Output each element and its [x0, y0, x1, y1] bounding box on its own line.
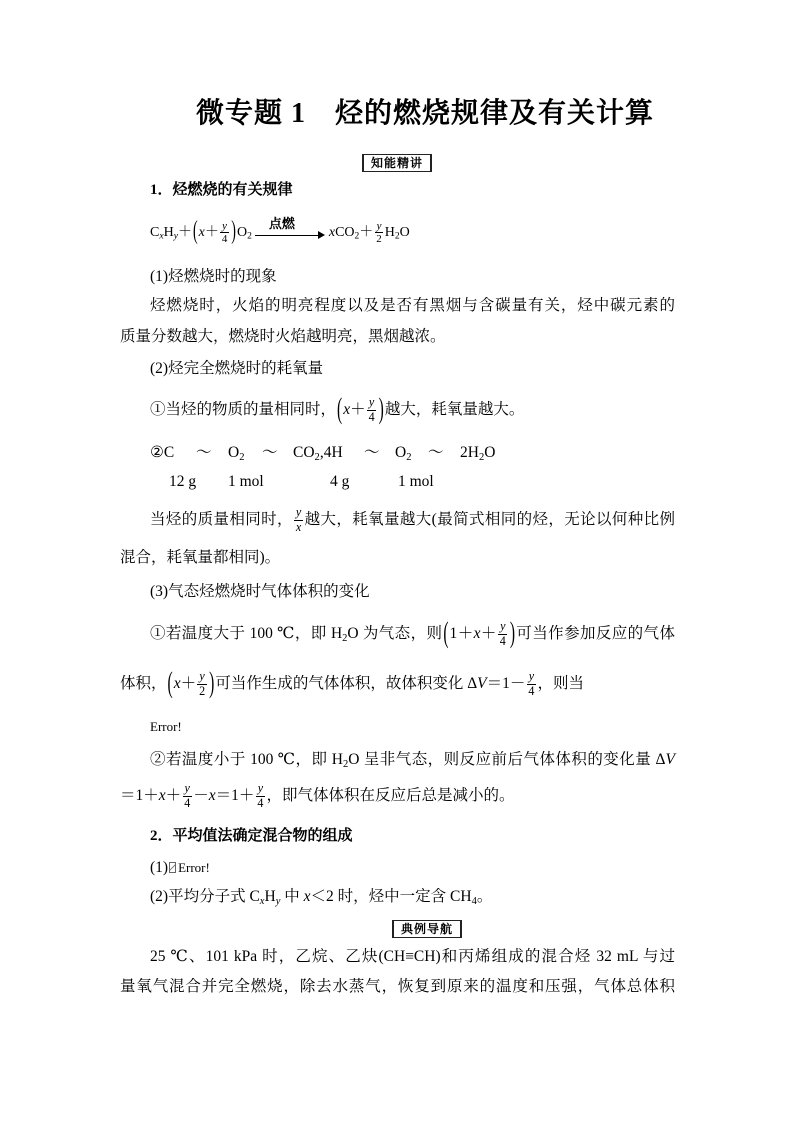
plus-sign: ＋: [238, 787, 255, 804]
section-tag-knowledge: 知能精讲: [362, 154, 432, 172]
water-hydrogen-symbol: 2H: [460, 444, 479, 461]
below-100-rule-continued: [120, 778, 514, 814]
subscript-2: 2: [394, 231, 400, 242]
hydrogen-symbol: H: [264, 888, 276, 905]
subscript-4: 4: [471, 895, 477, 907]
tilde-sign: ～: [196, 444, 212, 461]
number-one: 1: [449, 625, 458, 642]
variable-x: x: [208, 787, 216, 804]
minus-sign: －: [193, 787, 209, 804]
subscript-2: 2: [406, 451, 412, 463]
paragraph-line: 烃燃烧时，火焰的明亮程度以及是否有黑烟与含碳量有关，烃中碳元素的: [150, 297, 675, 314]
section-tag-example: 典例导航: [392, 920, 462, 938]
fraction-denominator: 2: [199, 683, 206, 698]
above-100-rule-continued: [120, 666, 584, 702]
fraction-denominator: 4: [368, 409, 375, 424]
fraction-numerator: y: [376, 219, 382, 232]
rule-text: ①若温度大于 100 ℃，即 H: [150, 625, 343, 642]
plus-sign: ＋: [143, 787, 159, 804]
plus-sign: ＋: [177, 225, 192, 240]
rule-text: 。: [476, 888, 493, 905]
variable-x: x: [328, 225, 336, 240]
fraction-numerator: y: [184, 781, 190, 796]
mass-value: 4 g: [330, 473, 350, 490]
rule-text: 中: [280, 888, 304, 905]
oxygen-item: [228, 444, 244, 462]
water-oxygen-symbol: O: [399, 225, 410, 240]
fraction-denominator: 4: [499, 633, 506, 648]
plus-sign: ＋: [457, 625, 474, 642]
fraction-y-over-4: [498, 620, 508, 649]
subscript-y: y: [275, 895, 281, 907]
subscript-x: x: [159, 231, 164, 242]
same-mass-rule: [150, 502, 675, 538]
variable-x: x: [198, 225, 205, 240]
left-parenthesis: (: [167, 667, 173, 700]
carbon-dioxide-symbol: CO: [335, 225, 355, 240]
variable-x: x: [343, 401, 351, 418]
left-parenthesis: (: [337, 393, 343, 426]
mass-value: 12 g: [169, 473, 197, 490]
subscript-2: 2: [342, 632, 348, 644]
paragraph-line: 混合，耗氧量都相同)。: [120, 549, 281, 566]
plus-sign: ＋: [165, 787, 182, 804]
fraction-y-over-4: [220, 220, 229, 246]
rule-text: ＜2 时，烃中一定含 CH: [310, 888, 472, 905]
subscript-2: 2: [247, 231, 252, 242]
left-parenthesis: (: [443, 617, 449, 650]
reaction-condition: 点燃: [268, 215, 295, 231]
fraction-numerator: y: [295, 505, 302, 520]
fraction-denominator: 4: [257, 795, 264, 810]
tilde-sign: ～: [428, 444, 444, 461]
rule-text: 体积，: [120, 675, 167, 692]
same-moles-rule: [150, 392, 524, 428]
plus-sign: ＋: [204, 225, 219, 240]
rule-text: O 为气态，则: [347, 625, 443, 642]
carbon-item: ②C: [150, 444, 175, 461]
water-hydrogen-symbol: H: [384, 225, 395, 240]
fraction-denominator: x: [295, 519, 302, 534]
plus-sign: ＋: [359, 225, 374, 240]
rule-text: 可当作参加反应的气体: [516, 625, 675, 642]
arrow-head: [318, 231, 325, 239]
fraction-numerator: y: [222, 219, 227, 232]
subscript-x: x: [259, 895, 265, 907]
rule-text: ，则当: [537, 675, 584, 692]
oxygen-symbol: O: [395, 444, 407, 461]
rule-text: O 呈非气态，则反应前后气体体积的变化量 Δ: [348, 751, 666, 768]
mass-value: 1 mol: [228, 473, 264, 490]
subscript-2: 2: [354, 231, 360, 242]
fraction-denominator: 4: [221, 233, 228, 246]
fraction-denominator: 2: [376, 233, 382, 246]
water-item: [460, 444, 495, 462]
fraction-numerator: y: [528, 669, 535, 684]
section-heading-combustion-rules: 1．烃燃烧的有关规律: [150, 182, 293, 198]
fraction-y-over-4: [367, 396, 377, 425]
average-item-1: [150, 859, 210, 877]
subheading-volume-change: (3)气态烃燃烧时气体体积的变化: [150, 583, 370, 600]
variable-v: V: [477, 675, 487, 692]
carbon-symbol: C: [150, 225, 160, 240]
below-100-rule: [150, 751, 675, 769]
rule-text: 越大，耗氧量越大。: [384, 401, 525, 418]
broken-image-icon: [169, 862, 176, 873]
stoichiometric-ratio-row: [0, 444, 794, 462]
fraction-numerator: y: [500, 619, 506, 634]
rule-text: ，即气体体积在反应后总是减小的。: [266, 787, 515, 804]
variable-x: x: [303, 888, 311, 905]
variable-x: x: [173, 675, 181, 692]
subscript-2: 2: [478, 451, 485, 463]
fraction-numerator: y: [368, 395, 375, 410]
mass-value: 1 mol: [398, 473, 434, 490]
reaction-arrow: [255, 215, 325, 248]
subscript-2: 2: [314, 451, 320, 463]
left-parenthesis: (: [192, 217, 198, 247]
arrow-shaft: [255, 235, 319, 236]
item-label: (1): [150, 859, 169, 876]
paragraph-line: 量氧气混合并完全燃烧，除去水蒸气，恢复到原来的温度和压强，气体总体积: [120, 978, 675, 995]
right-parenthesis: ): [231, 217, 236, 247]
rule-text: 当烃的质量相同时，: [150, 511, 293, 528]
hydrogen-item: ,4H: [319, 444, 343, 461]
variable-x: x: [473, 625, 481, 642]
fraction-y-over-x: [294, 506, 303, 535]
rule-text: ①当烃的物质的量相同时，: [150, 401, 337, 418]
fraction-y-over-2: [197, 670, 207, 699]
hydrogen-symbol: H: [163, 225, 174, 240]
subheading-phenomenon: (1)烃燃烧时的现象: [150, 268, 277, 285]
rule-text: (2)平均分子式 C: [150, 888, 260, 905]
combustion-equation: [150, 215, 410, 251]
fraction-y-over-4: [255, 782, 265, 811]
variable-v: V: [665, 751, 675, 768]
rule-text: ＝1: [120, 787, 144, 804]
right-parenthesis: ): [509, 617, 515, 650]
subscript-y: y: [173, 231, 178, 242]
paragraph-line: 质量分数越大，燃烧时火焰越明亮，黑烟越浓。: [120, 328, 446, 345]
rule-text: 越大，耗氧量越大(最简式相同的烃，无论以何种比例: [304, 511, 675, 528]
subscript-2: 2: [343, 758, 349, 770]
fraction-y-over-2: [374, 220, 383, 246]
subheading-oxygen-consumption: (2)烃完全燃烧时的耗氧量: [150, 360, 324, 377]
section-heading-average-method: 2．平均值法确定混合物的组成: [150, 828, 353, 844]
plus-sign: ＋: [350, 401, 366, 418]
fraction-numerator: y: [257, 781, 264, 796]
plus-sign: ＋: [180, 675, 197, 692]
stoichiometric-mass-row: [0, 473, 794, 491]
rule-text: ＝1－: [486, 675, 526, 692]
oxygen-symbol: O: [236, 225, 248, 240]
average-item-2: [150, 888, 492, 906]
tilde-sign: ～: [364, 444, 380, 461]
right-parenthesis: ): [209, 667, 215, 700]
water-oxygen-symbol: O: [484, 444, 496, 461]
rule-text: ＝1: [215, 787, 239, 804]
plus-sign: ＋: [480, 625, 497, 642]
fraction-denominator: 4: [528, 683, 535, 698]
rule-text: ②若温度小于 100 ℃，即 H: [150, 751, 344, 768]
above-100-rule: [150, 616, 675, 652]
subscript-2: 2: [239, 451, 245, 463]
paragraph-line: 25 ℃、101 kPa 时，乙烷、乙炔(CH≡CH)和丙烯组成的混合烃 32 mL 与过: [150, 948, 675, 965]
carbon-dioxide-symbol: CO: [293, 444, 315, 461]
fraction-denominator: 4: [184, 795, 191, 810]
oxygen-item: [395, 444, 411, 462]
rule-text: 可当作生成的气体体积，故体积变化 Δ: [215, 675, 478, 692]
fraction-y-over-4: [526, 670, 536, 699]
carbon-dioxide-hydrogen-item: [293, 444, 343, 462]
oxygen-symbol: O: [228, 444, 240, 461]
error-placeholder: Error!: [150, 719, 182, 734]
variable-x: x: [158, 787, 166, 804]
right-parenthesis: ): [378, 393, 384, 426]
page-title: 微专题 1 烃的燃烧规律及有关计算: [196, 98, 655, 129]
fraction-numerator: y: [199, 669, 205, 684]
error-placeholder: Error!: [178, 860, 210, 875]
tilde-sign: ～: [262, 444, 278, 461]
fraction-y-over-4: [182, 782, 192, 811]
